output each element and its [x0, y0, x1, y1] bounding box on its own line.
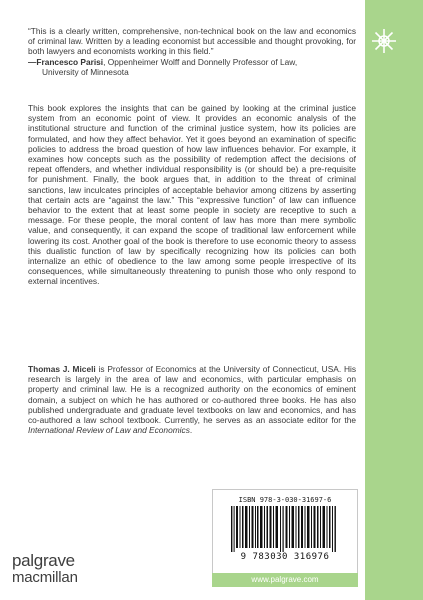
book-description: This book explores the insights that can be gained by looking at the criminal justice system from an economic point of view. It provides an economic analysis of the institutional structure and function of the criminal justice system, how its policies are formulated, and how they affect behavior. Yet it goes beyond an examination of specific policies to address the broad question of how law influences behavior. For example, it examines how concepts such as the possibility of redemption affect the decisions of repeat offenders, and whether individual responsibility is (or should be) a pre-requisite for punishment. Finally, the book argues that, in addition to the threat of criminal sanctions, law inculcates principles of acceptable behavior among citizens by asserting that certain acts are “against the law.” This “expressive function” of law can influence behavior to the extent that at least some people in society are receptive to such a message. For these people, the moral content of law has more than mere symbolic value, and consequently, it can expand the scope of traditional law enforcement while lowering its cost. Another goal of the book is therefore to use economic theory to assess this dualistic function of law by specifically recognizing how its policies can both internalize an ethic of obedience to the law among some people irrespective of its consequences, while simultaneously threatening to punish those who only respond to external incentives. — [28, 103, 356, 287]
endorsement-quote — [28, 26, 356, 77]
quote-author-role: , Oppenheimer Wolff and Donnelly Professor of Law, — [103, 56, 298, 67]
palgrave-macmillan-logo — [12, 552, 78, 586]
journal-title: International Review of Law and Economics — [28, 425, 190, 436]
author-name: Thomas J. Miceli — [28, 364, 96, 374]
quote-text: “This is a clearly written, comprehensive, non-technical book on the law and economics of criminal law. Written by a leading economist but accessible and thought provoking, for both lawyers and economists working in this field.” — [28, 26, 356, 57]
author-bio-end: . — [189, 425, 193, 436]
publisher-website[interactable]: www.palgrave.com — [212, 573, 358, 587]
palgrave-star-logo-icon — [369, 26, 399, 56]
quote-author-institution: University of Minnesota — [42, 66, 129, 77]
author-bio — [28, 364, 356, 435]
quote-attribution — [28, 57, 356, 77]
author-bio-text: is Professor of Economics at the University of Connecticut, USA. His research is largely in the area of law and economics, with particular emphasis on property and criminal law. He is a recognized authority on the economics of eminent domain, a subject on which he has authored or co-authored three books. He has also published undergraduate and graduate level textbooks on law and economics, and has co-authored a law school textbook. Currently, he serves as an associate editor for the — [28, 364, 356, 426]
brand-line-palgrave: palgrave — [12, 551, 75, 570]
spine-green-strip — [365, 0, 423, 600]
isbn-barcode-box — [212, 489, 358, 574]
barcode-digits: 9 783030 316976 — [240, 552, 330, 562]
isbn-label: ISBN 978-3-030-31697-6 — [238, 496, 332, 504]
barcode-image — [225, 506, 345, 552]
quote-author: —Francesco Parisi — [28, 56, 104, 67]
brand-line-macmillan: macmillan — [12, 569, 78, 586]
